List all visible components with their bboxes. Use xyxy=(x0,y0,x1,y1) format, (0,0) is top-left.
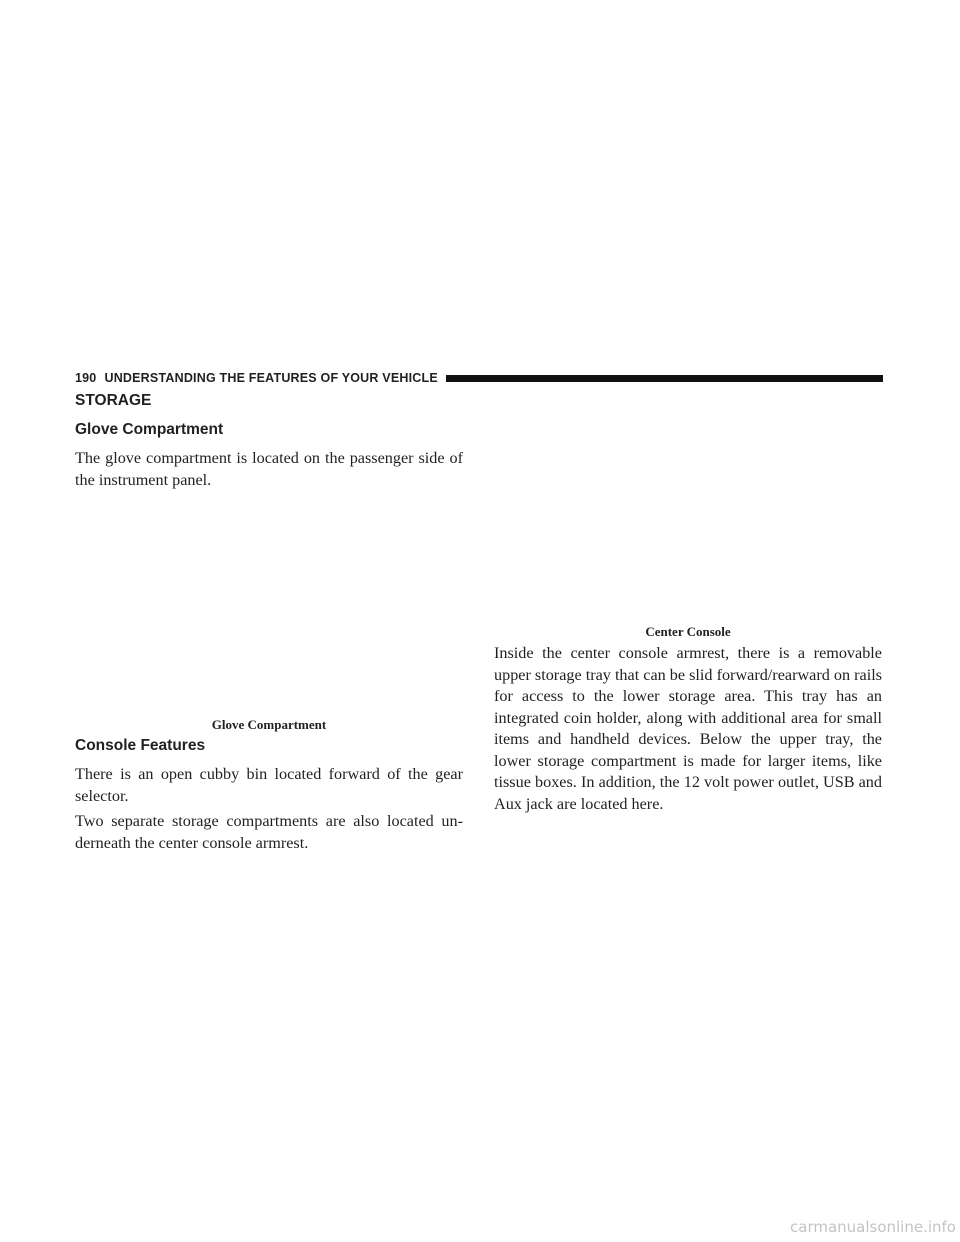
glove-compartment-caption: Glove Compartment xyxy=(211,717,327,732)
glove-compartment-text: The glove compartment is located on the passenger side of the instrument panel. xyxy=(75,449,463,489)
center-console-caption: Center Console xyxy=(645,624,731,639)
header-rule xyxy=(446,375,883,382)
section-title: STORAGE xyxy=(75,392,152,409)
console-features-paragraph-2: Two separate storage compartments are also located un- derneath the center console armrest. xyxy=(75,812,463,852)
glove-compartment-heading: Glove Compartment xyxy=(75,421,224,438)
console-features-paragraph-1: There is an open cubby bin located forward of the gear selector. xyxy=(75,765,463,805)
console-features-heading: Console Features xyxy=(75,737,206,754)
page-header xyxy=(75,370,883,386)
running-title: UNDERSTANDING THE FEATURES OF YOUR VEHICLE xyxy=(104,371,438,385)
page-number: 190 xyxy=(75,371,97,385)
center-console-text: Inside the center console armrest, there is a removable upper storage tray that can be slid forward/rearward on rails for access to the lower storage area. This tray has an integrated coin holder, along with additional area for small items and handheld devices. Below the upper tray, the lower storage compartment is made for larger items, like tissue boxes. In addition, the 12 volt power outlet, USB and Aux jack are located here. xyxy=(494,644,882,813)
watermark: carmanualsonline.info xyxy=(790,1218,956,1236)
